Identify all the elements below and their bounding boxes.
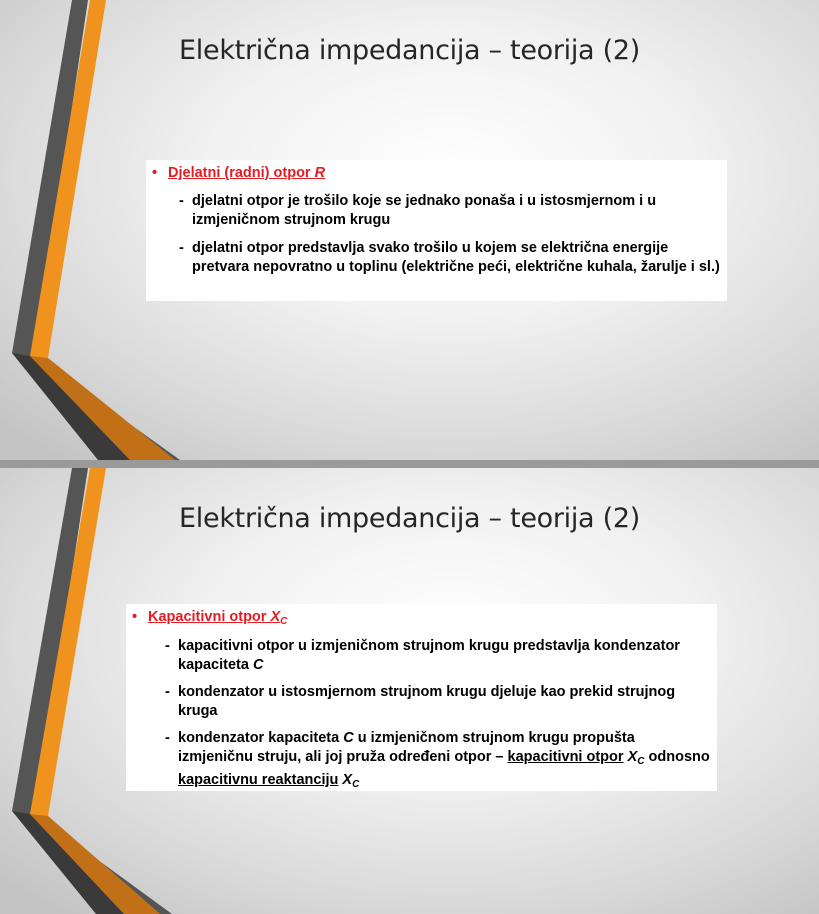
symbol-x: X [270, 609, 281, 625]
kapacitivna-reaktancija-term: kapacitivnu reaktanciju [178, 772, 339, 788]
dash: - [165, 684, 170, 700]
kapacitivni-otpor-term: kapacitivni otpor [507, 749, 624, 765]
item-text-part2: u izmjeničnom strujnom krugu propušta izmjeničnu struju, ali joj pruža određeni otpor – [178, 730, 635, 765]
dash: - [165, 638, 170, 654]
list-item [179, 239, 724, 277]
item-text: djelatni otpor je trošilo koje se jednako ponaša i u istosmjernom i u izmjeničnom strujnom krugu [192, 193, 657, 228]
item-text-part3: odnosno [644, 749, 710, 765]
content-box [146, 160, 727, 301]
symbol-r: R [314, 165, 326, 181]
symbol-x: X [342, 772, 353, 788]
slide-title: Električna impedancija – teorija (2) [179, 35, 640, 66]
dash: - [179, 240, 184, 256]
item-text: kondenzator u istosmjernom strujnom krugu djeluje kao prekid strujnog kruga [178, 684, 676, 719]
slide-separator [0, 460, 819, 468]
bullet: • [152, 165, 158, 181]
heading-text: Djelatni (radni) otpor [168, 165, 315, 181]
dark-stripe-shadow [12, 353, 130, 460]
list-item [179, 192, 724, 230]
dark-stripe-shadow [12, 811, 124, 914]
subscript-c: C [280, 616, 288, 627]
list-item [165, 683, 713, 721]
dash: - [179, 193, 184, 209]
content-box [126, 604, 717, 791]
slide-title: Električna impedancija – teorija (2) [179, 503, 640, 534]
item-text: kapacitivni otpor u izmjeničnom strujnom krugu predstavlja kondenzator kapaciteta [178, 638, 680, 673]
slide-2 [0, 468, 819, 914]
subscript-c: C [352, 779, 360, 790]
list-item [165, 729, 713, 794]
dash: - [165, 730, 170, 746]
symbol-c: C [252, 657, 264, 673]
item-text: djelatni otpor predstavlja svako trošilo u kojem se električna energije pretvara nepovratno u toplinu (električne peći, električne kuhala, žarulje i sl.) [192, 240, 720, 275]
subscript-c: C [637, 756, 645, 767]
symbol-c: C [343, 730, 354, 746]
item-text-part1: kondenzator kapaciteta [178, 730, 344, 746]
list-item [165, 637, 713, 675]
heading-text: Kapacitivni otpor [148, 609, 271, 625]
symbol-x: X [627, 749, 638, 765]
bullet: • [132, 609, 138, 625]
